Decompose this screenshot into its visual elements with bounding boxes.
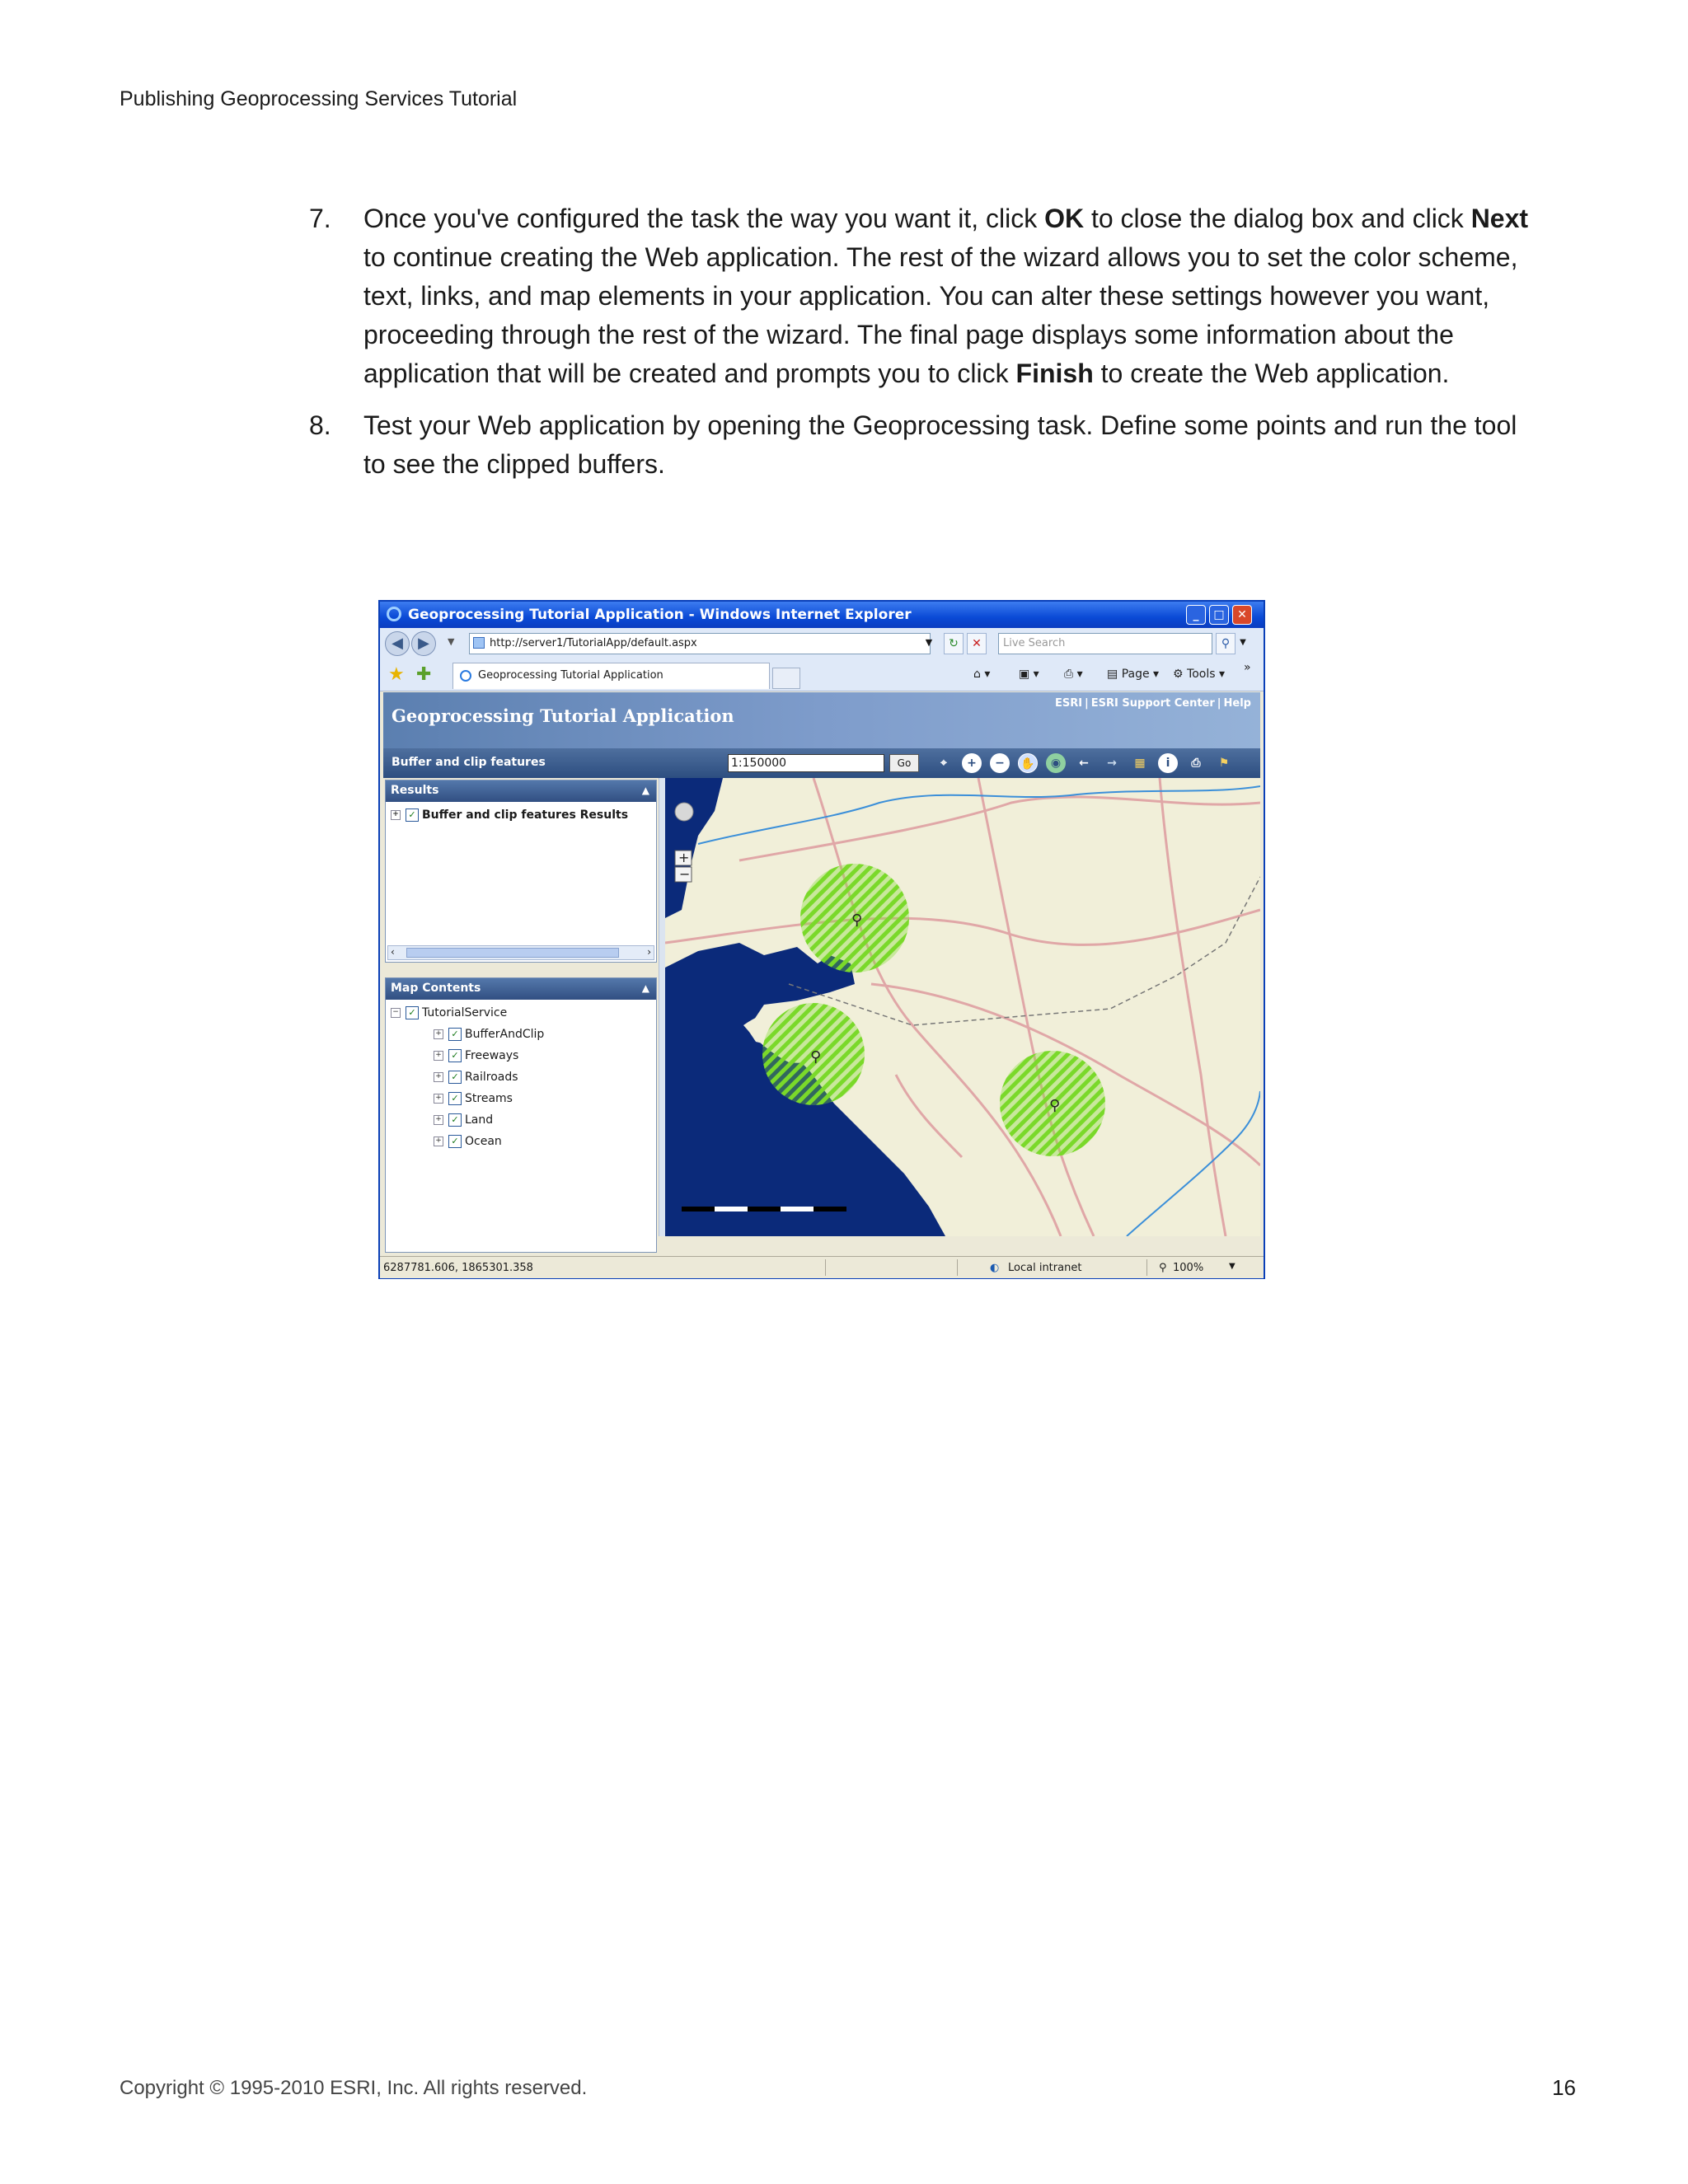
ie-logo-icon <box>387 607 401 621</box>
checkbox[interactable]: ✓ <box>448 1092 462 1105</box>
tools-menu[interactable]: ⚙ Tools ▾ <box>1173 668 1225 681</box>
copyright: Copyright © 1995-2010 ESRI, Inc. All rights reserved. <box>120 2077 588 2099</box>
checkbox[interactable]: ✓ <box>448 1135 462 1148</box>
favorites-star-icon[interactable]: ★ <box>388 664 405 685</box>
running-header: Publishing Geoprocessing Services Tutorial <box>120 87 518 110</box>
layer-item[interactable] <box>434 1135 502 1148</box>
service-label: TutorialService <box>422 1006 508 1019</box>
layer-label: Ocean <box>465 1135 502 1148</box>
zoom-out-icon: − <box>679 866 691 882</box>
zone-label: Local intranet <box>1008 1262 1082 1274</box>
zoom-out-icon[interactable]: − <box>990 753 1010 773</box>
checkbox[interactable]: ✓ <box>448 1071 462 1084</box>
expand-icon[interactable]: + <box>434 1029 443 1039</box>
results-title: Results <box>391 784 439 797</box>
header-links: ESRI | ESRI Support Center | Help <box>1054 697 1251 710</box>
new-tab-button[interactable] <box>772 668 800 689</box>
step-text: to create the Web application. <box>1093 359 1450 388</box>
layer-item[interactable] <box>434 1092 513 1105</box>
measure-icon[interactable]: ⌖ <box>940 757 947 770</box>
zoom-in-icon[interactable]: + <box>962 753 982 773</box>
page-menu[interactable]: ▤ Page ▾ <box>1107 668 1160 681</box>
search-input[interactable]: Live Search <box>998 633 1212 654</box>
layer-item[interactable] <box>434 1113 493 1127</box>
status-separator <box>957 1259 958 1276</box>
layer-item[interactable] <box>434 1028 544 1041</box>
layer-label: Railroads <box>465 1071 518 1084</box>
window-title: Geoprocessing Tutorial Application - Windows Internet Explorer <box>408 607 912 623</box>
step-8 <box>309 406 1529 484</box>
step-text: to continue creating the Web application. The rest of the wizard allows you to set the color scheme, text, links, and map elements in your application. You can alter these settings however you want, proceeding through the rest of the wizard. The final page displays some information about the application that will be created and prompts you to click <box>363 242 1518 388</box>
chevron-more-icon[interactable]: » <box>1244 661 1251 674</box>
page-number: 16 <box>1552 2075 1576 2100</box>
magnifier-icon[interactable]: ▦ <box>1134 757 1146 770</box>
go-button[interactable]: Go <box>889 754 919 772</box>
history-dropdown-icon[interactable]: ▼ <box>448 636 455 647</box>
identify-icon[interactable]: i <box>1158 753 1178 773</box>
tab-row <box>380 659 1264 691</box>
step-number: 8. <box>309 410 331 440</box>
home-icon[interactable]: ⌂ ▾ <box>973 668 991 681</box>
task-menu[interactable]: Buffer and clip features <box>392 756 546 769</box>
pin-icon: ⚲ <box>1049 1097 1061 1114</box>
service-node[interactable] <box>391 1006 507 1019</box>
coordinate-readout: 6287781.606, 1865301.358 <box>383 1262 533 1274</box>
step-text: to close the dialog box and click <box>1084 204 1471 233</box>
status-bar <box>380 1256 1264 1278</box>
refresh-icon[interactable]: ↻ <box>944 633 964 654</box>
minimize-icon[interactable]: _ <box>1186 605 1206 625</box>
bold-term: Next <box>1470 204 1529 233</box>
app-banner <box>383 692 1260 748</box>
expand-icon[interactable]: + <box>434 1051 443 1061</box>
results-item[interactable] <box>391 808 628 822</box>
layer-item[interactable] <box>434 1071 518 1084</box>
app-title: Geoprocessing Tutorial Application <box>392 705 734 726</box>
results-panel-header <box>386 780 656 802</box>
pan-icon[interactable]: ✋ <box>1018 753 1038 773</box>
print-icon[interactable]: ⎙ ▾ <box>1064 668 1083 681</box>
results-item-label: Buffer and clip features Results <box>422 808 629 822</box>
forward-extent-icon[interactable]: → <box>1107 757 1117 770</box>
window-titlebar <box>380 602 1264 628</box>
checkbox[interactable]: ✓ <box>448 1049 462 1062</box>
step-text: Once you've configured the task the way you want it, click <box>363 204 1045 233</box>
collapse-icon[interactable]: ▲ <box>641 982 649 994</box>
link-esri[interactable]: ESRI <box>1054 697 1083 710</box>
zoom-in-icon: + <box>678 850 690 865</box>
expand-icon[interactable]: + <box>434 1137 443 1146</box>
expand-icon[interactable]: + <box>391 810 401 820</box>
expand-icon[interactable]: + <box>434 1115 443 1125</box>
tab-label: Geoprocessing Tutorial Application <box>478 669 663 682</box>
results-panel <box>385 780 657 963</box>
link-support-center[interactable]: ESRI Support Center <box>1090 697 1215 710</box>
search-options-icon[interactable]: ▼ <box>1240 638 1246 647</box>
collapse-icon[interactable]: ▲ <box>641 785 649 796</box>
address-bar-row <box>380 628 1264 659</box>
map-contents-panel <box>385 977 657 1253</box>
browser-tab[interactable] <box>452 663 770 689</box>
zoom-dropdown-icon[interactable]: ▼ <box>1229 1262 1236 1271</box>
stop-icon[interactable]: ✕ <box>967 633 987 654</box>
expand-icon[interactable]: + <box>434 1094 443 1104</box>
url-text: http://server1/TutorialApp/default.aspx <box>490 637 697 649</box>
page-icon <box>473 637 485 649</box>
link-help[interactable]: Help <box>1223 697 1251 710</box>
layer-label: Freeways <box>465 1049 519 1062</box>
tools-menu-label: Tools <box>1187 668 1216 681</box>
layer-label: Land <box>465 1113 494 1127</box>
checkbox[interactable]: ✓ <box>448 1113 462 1127</box>
page-menu-label: Page <box>1121 668 1150 681</box>
scroll-right-icon[interactable]: › <box>647 946 651 958</box>
scale-input[interactable]: 1:150000 <box>728 754 884 772</box>
url-field[interactable] <box>469 633 931 654</box>
full-extent-icon[interactable]: ◉ <box>1046 753 1066 773</box>
checkbox[interactable]: ✓ <box>448 1028 462 1041</box>
feeds-icon[interactable]: ▣ ▾ <box>1019 668 1039 681</box>
status-separator <box>1146 1259 1147 1276</box>
forward-icon[interactable]: ▶ <box>411 631 436 656</box>
layer-label: Streams <box>465 1092 513 1105</box>
map-contents-header <box>386 978 656 1000</box>
print-map-icon[interactable]: ⎙ <box>1191 757 1201 770</box>
browser-screenshot <box>378 600 1265 1279</box>
tab-page-icon <box>460 670 471 682</box>
bold-term: OK <box>1044 204 1085 233</box>
search-icon[interactable]: ⚲ <box>1216 633 1236 654</box>
checkbox[interactable]: ✓ <box>406 1006 419 1019</box>
map-toolbar <box>383 748 1260 778</box>
scroll-left-icon[interactable]: ‹ <box>391 946 395 958</box>
results-scrollbar[interactable] <box>387 945 654 960</box>
zoom-level[interactable]: 100% <box>1173 1262 1204 1274</box>
zoom-magnifier-icon[interactable]: ⚲ <box>1159 1262 1167 1274</box>
layer-item[interactable] <box>434 1049 518 1062</box>
back-icon[interactable]: ◀ <box>385 631 410 656</box>
step-number: 7. <box>309 204 331 233</box>
back-extent-icon[interactable]: ← <box>1079 757 1089 770</box>
collapse-node-icon[interactable]: − <box>391 1008 401 1018</box>
maximize-icon[interactable]: □ <box>1209 605 1229 625</box>
globe-icon: ◐ <box>990 1262 1000 1274</box>
step-list <box>309 199 1529 497</box>
bold-term: Finish <box>1015 359 1094 388</box>
url-dropdown-icon[interactable]: ▼ <box>925 637 933 648</box>
step-7 <box>309 199 1529 393</box>
pin-icon: ⚲ <box>810 1048 822 1066</box>
map-view[interactable] <box>665 778 1260 1236</box>
overview-icon[interactable]: ⚑ <box>1218 757 1230 770</box>
status-separator <box>825 1259 826 1276</box>
checkbox[interactable]: ✓ <box>406 808 419 822</box>
pin-icon: ⚲ <box>851 912 863 929</box>
close-icon[interactable]: ✕ <box>1232 605 1252 625</box>
map-contents-title: Map Contents <box>391 982 481 995</box>
expand-icon[interactable]: + <box>434 1072 443 1082</box>
step-text: Test your Web application by opening the Geoprocessing task. Define some points and run the tool to see the clipped buffers. <box>363 410 1517 479</box>
layer-label: BufferAndClip <box>465 1028 545 1041</box>
add-favorites-icon[interactable]: ✚ <box>416 664 432 685</box>
scale-bar-icon <box>682 1207 846 1212</box>
scroll-thumb[interactable] <box>406 948 619 958</box>
